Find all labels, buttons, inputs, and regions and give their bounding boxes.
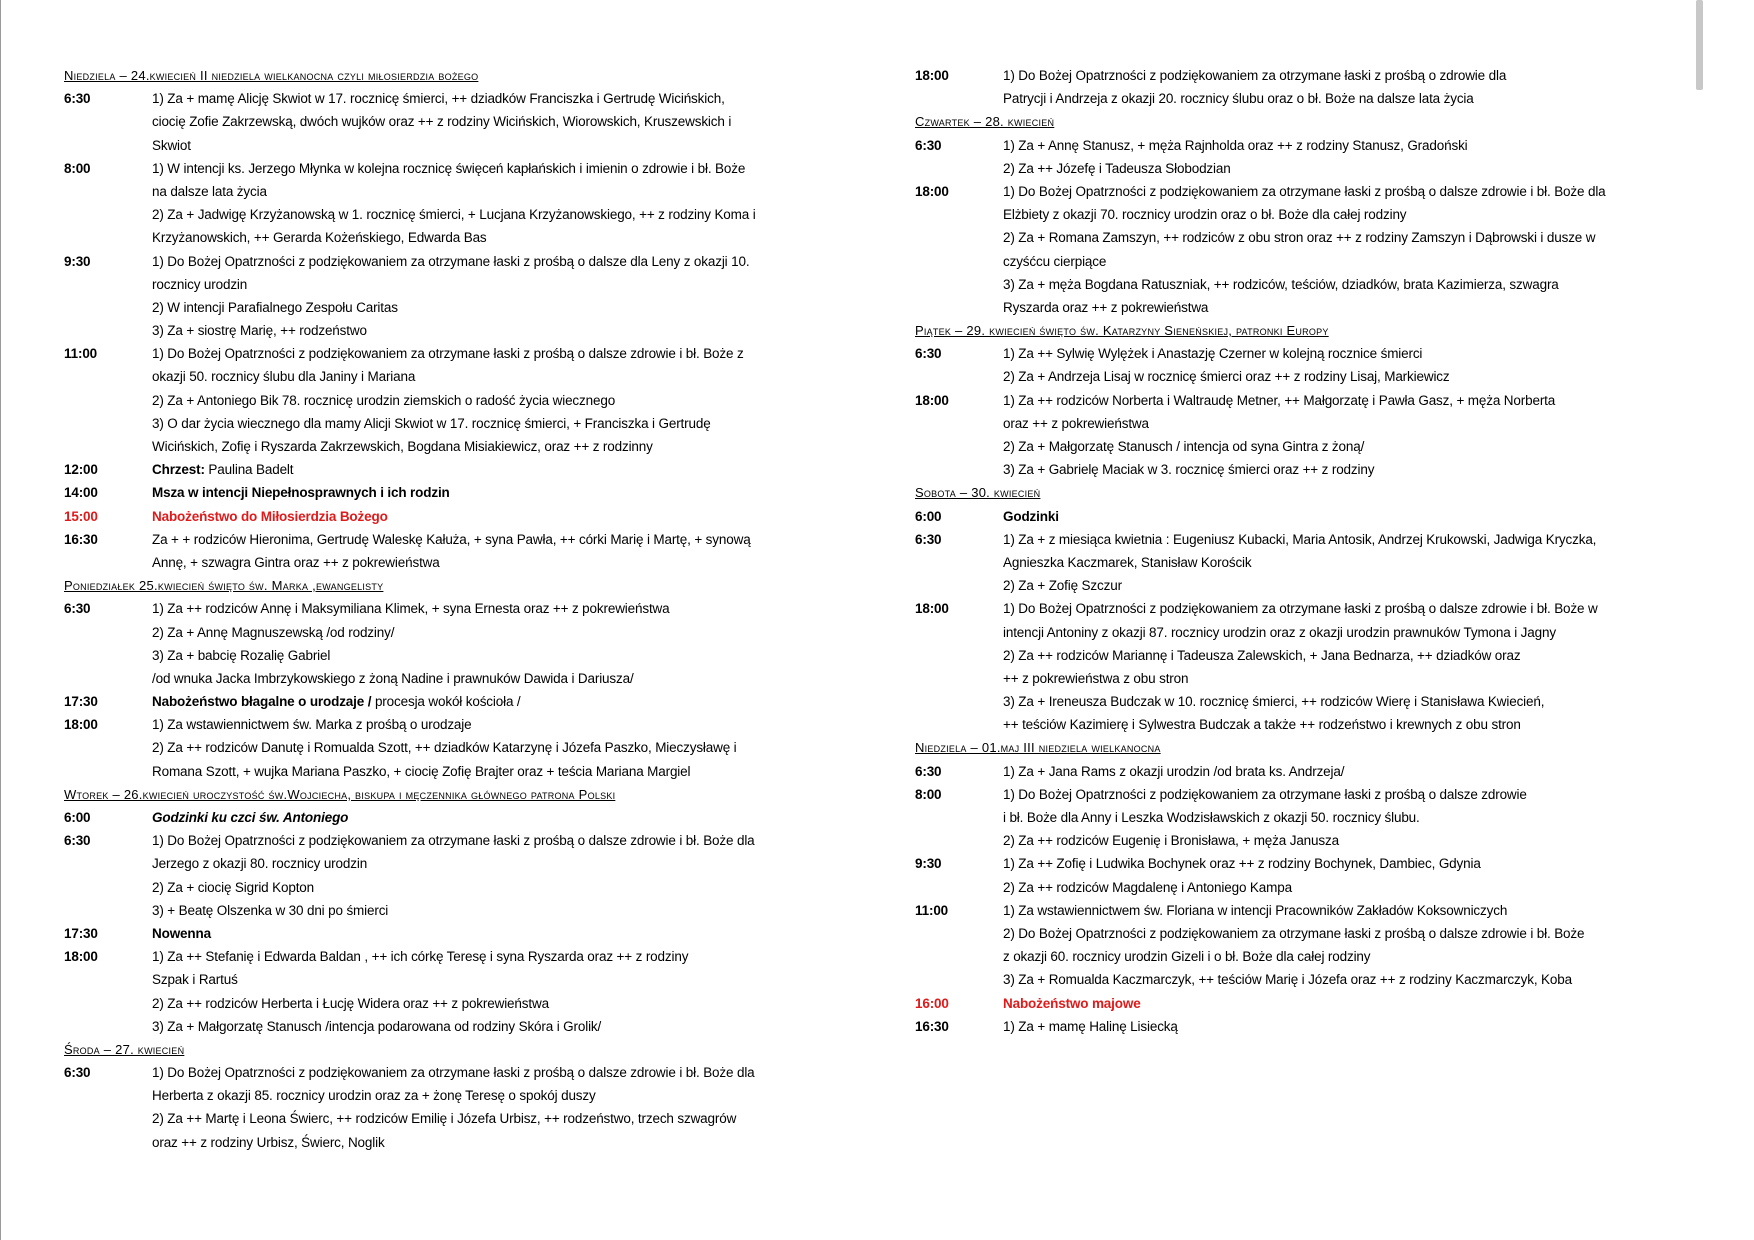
mass-entry: [64, 806, 854, 829]
intention-text: [1003, 180, 1705, 319]
intention-line: Annę, + szwagra Gintra oraz ++ z pokrewieństwa: [152, 554, 440, 570]
page-edge: [0, 0, 1, 1240]
intention-line: 1) Do Bożej Opatrzności z podziękowaniem za otrzymane łaski z prośbą o dalsze zdrowie i bł. Boże w: [1003, 601, 1598, 617]
mass-entry: [915, 134, 1705, 180]
intention-line: 3) Za + Małgorzatę Stanusch /intencja podarowana od rodziny Skóra i Grolik/: [152, 1018, 602, 1034]
intention-line: 2) Za + Annę Magnuszewską /od rodziny/: [152, 624, 395, 640]
intention-line: z okazji 60. rocznicy urodzin Gizeli i o bł. Boże dla całej rodziny: [1003, 949, 1371, 965]
mass-entry: [915, 992, 1705, 1015]
intention-line: 2) Za ++ rodziców Eugenię i Bronisława, + męża Janusza: [1003, 833, 1339, 849]
day-header: [915, 736, 1705, 759]
intention-text: [152, 829, 854, 922]
intention-line: 2) Za + Romana Zamszyn, ++ rodziców z obu stron oraz ++ z rodziny Zamszyn i Dąbrowski i dusze w: [1003, 230, 1596, 246]
intention-line: 1) Do Bożej Opatrzności z podziękowaniem za otrzymane łaski z prośbą o dalsze zdrowie i bł. Boże dla: [1003, 183, 1606, 199]
mass-entry: [64, 342, 854, 458]
intention-line: 1) Za + Jana Rams z okazji urodzin /od brata ks. Andrzeja/: [1003, 763, 1345, 779]
intention-line: 1) Za ++ rodziców Annę i Maksymiliana Klimek, + syna Ernesta oraz ++ z pokrewieństwa: [152, 601, 670, 617]
intention-text: [1003, 597, 1705, 736]
intention-line: Krzyżanowskich, ++ Gerarda Kożeńskiego, Edwarda Bas: [152, 230, 487, 246]
day-header: [915, 110, 1705, 133]
intention-text: [1003, 389, 1705, 482]
intention-line: oraz ++ z rodziny Urbisz, Świerc, Noglik: [152, 1134, 385, 1150]
intention-line: 1) Za ++ Stefanię i Edwarda Baldan , ++ ich córkę Teresę i syna Ryszarda oraz ++ z rodziny: [152, 949, 689, 965]
intention-line: 3) Za + babcię Rozalię Gabriel: [152, 647, 331, 663]
mass-time: 18:00: [64, 949, 98, 965]
intention-line: ++ z pokrewieństwa z obu stron: [1003, 670, 1189, 686]
intention-text: [1003, 899, 1705, 992]
intention-text: [152, 250, 854, 343]
intention-text: [152, 1061, 854, 1154]
intention-line: oraz ++ z pokrewieństwa: [1003, 415, 1149, 431]
intention-line: 1) Do Bożej Opatrzności z podziękowaniem za otrzymane łaski z prośbą o dalsze dla Leny z okazji 10.: [152, 253, 750, 269]
intention-line: 2) Za ++ Józefę i Tadeusza Słobodzian: [1003, 160, 1231, 176]
mass-time: 18:00: [915, 68, 949, 83]
intention-line: czyśćcu cierpiące: [1003, 253, 1107, 269]
intention-text: [152, 481, 854, 504]
intention-line: 2) Za + Jadwigę Krzyżanowską w 1. rocznicę śmierci, + Lucjana Krzyżanowskiego, ++ z rodziny Koma i: [152, 207, 756, 223]
intention-line: 1) Za wstawiennictwem św. Floriana w intencji Pracowników Zakładów Koksowniczych: [1003, 902, 1508, 918]
intention-line: Godzinki ku czci św. Antoniego: [152, 810, 349, 825]
mass-entry: [64, 157, 854, 250]
mass-time: 14:00: [64, 485, 98, 501]
intention-line: i bł. Boże dla Anny i Leszka Wodzisławskich z okazji 50. rocznicy ślubu.: [1003, 810, 1420, 825]
intention-line: 3) Za + Romualda Kaczmarczyk, ++ teściów Marię i Józefa oraz ++ z rodziny Kaczmarczyk, Koba: [1003, 972, 1572, 988]
mass-entry: [64, 528, 854, 574]
mass-time: 8:00: [64, 160, 91, 176]
intention-line: 2) Za + Małgorzatę Stanusch / intencja od syna Gintra z żoną/: [1003, 439, 1365, 454]
intention-line: 2) Za ++ rodziców Herberta i Łucję Widera oraz ++ z pokrewieństwa: [152, 995, 549, 1011]
intention-text: [152, 806, 854, 829]
intention-line: Wicińskich, Zofię i Ryszarda Zakrzewskich, Bogdana Misiakiewicz, oraz ++ z rodzinny: [152, 439, 653, 454]
day-section: [64, 64, 854, 574]
mass-entry: [64, 458, 854, 481]
intention-line: 1) Do Bożej Opatrzności z podziękowaniem za otrzymane łaski z prośbą o dalsze zdrowie i bł. Boże dla: [152, 833, 755, 849]
mass-entry: [915, 505, 1705, 528]
intention-text: [1003, 342, 1705, 388]
mass-time: 8:00: [915, 786, 942, 802]
day-header-text: Sobota – 30. kwiecień: [915, 485, 1041, 501]
day-header-text: Niedziela – 01.maj III niedziela wielkanocna: [915, 740, 1161, 756]
mass-entry: [915, 760, 1705, 783]
day-header: [64, 574, 854, 597]
intention-line: 2) Za + Antoniego Bik 78. rocznicę urodzin ziemskich o radość życia wiecznego: [152, 392, 616, 408]
intention-line: 1) Za ++ Sylwię Wylężek i Anastazję Czerner w kolejną rocznice śmierci: [1003, 346, 1423, 362]
mass-entry: [64, 922, 854, 945]
intention-line: 1) Do Bożej Opatrzności z podziękowaniem za otrzymane łaski z prośbą o dalsze zdrowie: [1003, 786, 1527, 802]
mass-time: 9:30: [64, 253, 91, 269]
day-header-text: Wtorek – 26.kwiecień uroczystość św.Wojciecha, biskupa i męczennika głównego patrona Polski: [64, 786, 616, 802]
mass-time: 6:30: [64, 1065, 91, 1081]
intention-line: 1) Do Bożej Opatrzności z podziękowaniem za otrzymane łaski z prośbą o dalsze zdrowie i bł. Boże dla: [152, 1065, 755, 1081]
mass-time: 9:30: [915, 856, 942, 872]
mass-entry: [915, 389, 1705, 482]
day-section: [64, 574, 854, 783]
intention-line: Elżbiety z okazji 70. rocznicy urodzin oraz o bł. Boże dla całej rodziny: [1003, 207, 1407, 223]
mass-time: 17:30: [64, 925, 98, 941]
intention-text: [152, 505, 854, 528]
intention-text: [152, 690, 854, 713]
intention-line: 1) Za ++ rodziców Norberta i Waltraudę Metner, ++ Małgorzatę i Pawła Gasz, + męża Norberta: [1003, 392, 1556, 408]
day-section: [915, 64, 1705, 110]
day-header-text: Piątek – 29. kwiecień święto św. Katarzyny Sieneńskiej, patronki Europy: [915, 323, 1329, 339]
mass-time: 6:00: [64, 810, 91, 825]
intention-line: na dalsze lata życia: [152, 183, 267, 199]
intention-line: intencji Antoniny z okazji 87. rocznicy urodzin oraz z okazji urodzin prawnuków Tymona i Jagny: [1003, 624, 1556, 640]
mass-entry: [915, 852, 1705, 898]
mass-entry: [915, 528, 1705, 598]
intention-line: 3) + Beatę Olszenka w 30 dni po śmierci: [152, 902, 389, 918]
intention-line: 3) O dar życia wiecznego dla mamy Alicji Skwiot w 17. rocznicę śmierci, + Franciszka i Gertrudę: [152, 415, 711, 431]
intention-line: 2) Za ++ rodziców Danutę i Romualda Szott, ++ dziadków Katarzynę i Józefa Paszko, Mieczysławę i: [152, 740, 737, 756]
mass-time: 12:00: [64, 462, 98, 478]
mass-time: 6:30: [915, 531, 942, 547]
mass-entry: [64, 481, 854, 504]
intention-line: Patrycji i Andrzeja z okazji 20. rocznicy ślubu oraz o bł. Boże na dalsze lata życia: [1003, 91, 1474, 107]
intention-text: [152, 597, 854, 690]
mass-entry: [64, 597, 854, 690]
intention-label: Chrzest:: [152, 462, 205, 478]
mass-entry: [64, 250, 854, 343]
intention-text: [1003, 783, 1705, 853]
intention-line: 2) Do Bożej Opatrzności z podziękowaniem za otrzymane łaski z prośbą o dalsze zdrowie i bł. Boże: [1003, 925, 1585, 941]
intention-line: 2) W intencji Parafialnego Zespołu Caritas: [152, 299, 398, 315]
mass-time: 18:00: [915, 392, 949, 408]
intention-line-text: procesja wokół kościoła /: [374, 694, 521, 710]
mass-time: 18:00: [64, 717, 98, 733]
mass-entry: [915, 64, 1705, 110]
intention-line: /od wnuka Jacka Imbrzykowskiego z żoną Nadine i prawnuków Dawida i Dariusza/: [152, 670, 634, 686]
right-column: [915, 64, 1705, 1038]
intention-line: Romana Szott, + wujka Mariana Paszko, + ciocię Zofię Brajter oraz + teścia Mariana Margiel: [152, 763, 691, 779]
intention-line-text: Paulina Badelt: [208, 462, 294, 478]
intention-line: 2) Za ++ Martę i Leona Świerc, ++ rodziców Emilię i Józefa Urbisz, ++ rodzeństwo, trzech szwagrów: [152, 1111, 737, 1127]
intention-line: okazji 50. rocznicy ślubu dla Janiny i Mariana: [152, 369, 416, 385]
intention-line: Herberta z okazji 85. rocznicy urodzin oraz za + żonę Teresę o spokój duszy: [152, 1088, 596, 1104]
intention-line: 1) Za ++ Zofię i Ludwika Bochynek oraz ++ z rodziny Bochynek, Dambiec, Gdynia: [1003, 856, 1481, 872]
day-header-text: Niedziela – 24.kwiecień II niedziela wielkanocna czyli miłosierdzia bożego: [64, 68, 479, 83]
intention-line: 3) Za + Ireneusza Budczak w 10. rocznicę śmierci, ++ rodziców Wierę i Stanisława Kwiecień,: [1003, 694, 1545, 710]
intention-line: 3) Za + męża Bogdana Ratuszniak, ++ rodziców, teściów, dziadków, brata Kazimierza, szwagra: [1003, 276, 1559, 292]
mass-time: 16:30: [64, 531, 98, 547]
intention-line: 1) W intencji ks. Jerzego Młynka w kolejna rocznicę święceń kapłańskich i imienin o zdrowie i bł. Boże: [152, 160, 746, 176]
day-section: [915, 481, 1705, 736]
day-header: [64, 1038, 854, 1061]
intention-line: 2) Za ++ rodziców Mariannę i Tadeusza Zalewskich, + Jana Bednarza, ++ dziadków oraz: [1003, 647, 1521, 663]
intention-text: [1003, 64, 1705, 110]
intention-line: 1) Za + mamę Halinę Lisiecką: [1003, 1018, 1178, 1034]
intention-text: [152, 458, 854, 481]
intention-line: Skwiot: [152, 137, 191, 153]
intention-text: [1003, 1015, 1705, 1038]
mass-time: 11:00: [64, 346, 98, 362]
day-header: [915, 481, 1705, 504]
mass-time: 16:00: [915, 995, 949, 1011]
intention-label: Nabożeństwo błagalne o urodzaje /: [152, 694, 372, 710]
mass-entry: [64, 505, 854, 528]
intention-line: 1) Za + z miesiąca kwietnia : Eugeniusz Kubacki, Maria Antosik, Andrzej Krukowski, Jadwiga Kryczka,: [1003, 531, 1597, 547]
left-column: [64, 64, 854, 1154]
mass-time: 18:00: [915, 183, 949, 199]
intention-text: [152, 922, 854, 945]
day-section: [915, 110, 1705, 319]
mass-entry: [64, 87, 854, 157]
intention-line: 3) Za + siostrę Marię, ++ rodzeństwo: [152, 323, 367, 339]
intention-text: [1003, 134, 1705, 180]
mass-time: 6:30: [64, 91, 91, 107]
mass-entry: [915, 1015, 1705, 1038]
mass-time: 11:00: [915, 902, 949, 918]
intention-text: [152, 87, 854, 157]
intention-line: Za + + rodziców Hieronima, Gertrudę Waleskę Kałuża, + syna Pawła, ++ córki Marię i Martę, + synową: [152, 531, 751, 547]
intention-line: 1) Za + Annę Stanusz, + męża Rajnholda oraz ++ z rodziny Stanusz, Gradoński: [1003, 137, 1468, 153]
intention-text: [152, 157, 854, 250]
day-section: [915, 319, 1705, 481]
intention-line: Msza w intencji Niepełnosprawnych i ich rodzin: [152, 485, 450, 501]
intention-line: Nabożeństwo majowe: [1003, 995, 1141, 1011]
mass-entry: [915, 180, 1705, 319]
mass-entry: [64, 1061, 854, 1154]
intention-line: 3) Za + Gabrielę Maciak w 3. rocznicę śmierci oraz ++ z rodziny: [1003, 462, 1375, 478]
day-header: [64, 64, 854, 87]
intention-line: Jerzego z okazji 80. rocznicy urodzin: [152, 856, 368, 872]
intention-line: 2) Za + Andrzeja Lisaj w rocznicę śmierci oraz ++ z rodziny Lisaj, Markiewicz: [1003, 369, 1450, 385]
day-header-text: Poniedziałek 25.kwiecień święto św. Marka ,ewangelisty: [64, 578, 384, 594]
day-section: [64, 1038, 854, 1154]
intention-line: Godzinki: [1003, 508, 1059, 524]
intention-line: ciocię Zofie Zakrzewską, dwóch wujków oraz ++ z rodziny Wicińskich, Wiorowskich, Kruszewskich i: [152, 114, 732, 130]
intention-line: Ryszarda oraz ++ z pokrewieństwa: [1003, 299, 1209, 315]
mass-entry: [64, 713, 854, 783]
mass-entry: [915, 899, 1705, 992]
mass-time: 6:30: [64, 833, 91, 849]
day-section: [64, 783, 854, 1038]
intention-line: 1) Do Bożej Opatrzności z podziękowaniem za otrzymane łaski z prośbą o dalsze zdrowie i bł. Boże z: [152, 346, 744, 362]
day-header-text: Środa – 27. kwiecień: [64, 1041, 185, 1057]
mass-entry: [64, 690, 854, 713]
day-section: [915, 736, 1705, 1037]
mass-entry: [915, 783, 1705, 853]
mass-time: 18:00: [915, 601, 949, 617]
mass-entry: [64, 829, 854, 922]
intention-text: [1003, 505, 1705, 528]
intention-text: [1003, 528, 1705, 598]
intention-text: [152, 713, 854, 783]
intention-line: Nabożeństwo do Miłosierdzia Bożego: [152, 508, 388, 524]
intention-text: [1003, 992, 1705, 1015]
mass-time: 6:30: [915, 763, 942, 779]
mass-entry: [915, 597, 1705, 736]
mass-time: 6:30: [915, 346, 942, 362]
intention-text: [1003, 852, 1705, 898]
intention-line: [152, 690, 854, 713]
intention-line: 2) Za + Zofię Szczur: [1003, 578, 1122, 594]
intention-line: 2) Za + ciocię Sigrid Kopton: [152, 879, 315, 895]
intention-line: 1) Do Bożej Opatrzności z podziękowaniem za otrzymane łaski z prośbą o zdrowie dla: [1003, 68, 1507, 83]
intention-line: [152, 458, 854, 481]
intention-line: 1) Za wstawiennictwem św. Marka z prośbą o urodzaje: [152, 717, 472, 733]
mass-time: 17:30: [64, 694, 98, 710]
intention-line: 1) Za + mamę Alicję Skwiot w 17. rocznicę śmierci, ++ dziadków Franciszka i Gertrudę Wicińskich,: [152, 91, 725, 107]
mass-entry: [915, 342, 1705, 388]
intention-text: [152, 342, 854, 458]
intention-text: [152, 945, 854, 1038]
intention-line: Agnieszka Kaczmarek, Stanisław Korościk: [1003, 554, 1252, 570]
mass-entry: [64, 945, 854, 1038]
intention-line: Nowenna: [152, 925, 211, 941]
mass-time: 16:30: [915, 1018, 949, 1034]
intention-text: [1003, 760, 1705, 783]
mass-time: 6:30: [64, 601, 91, 617]
mass-time: 6:00: [915, 508, 942, 524]
mass-time: 15:00: [64, 508, 98, 524]
day-header-text: Czwartek – 28. kwiecień: [915, 114, 1055, 130]
intention-line: rocznicy urodzin: [152, 276, 248, 292]
intention-line: ++ teściów Kazimierę i Sylwestra Budczak a także ++ rodzeństwo i krewnych z obu stron: [1003, 717, 1521, 733]
mass-time: 6:30: [915, 137, 942, 153]
day-header: [915, 319, 1705, 342]
intention-text: [152, 528, 854, 574]
intention-line: Szpak i Rartuś: [152, 972, 238, 988]
day-header: [64, 783, 854, 806]
intention-line: 2) Za ++ rodziców Magdalenę i Antoniego Kampa: [1003, 879, 1292, 895]
